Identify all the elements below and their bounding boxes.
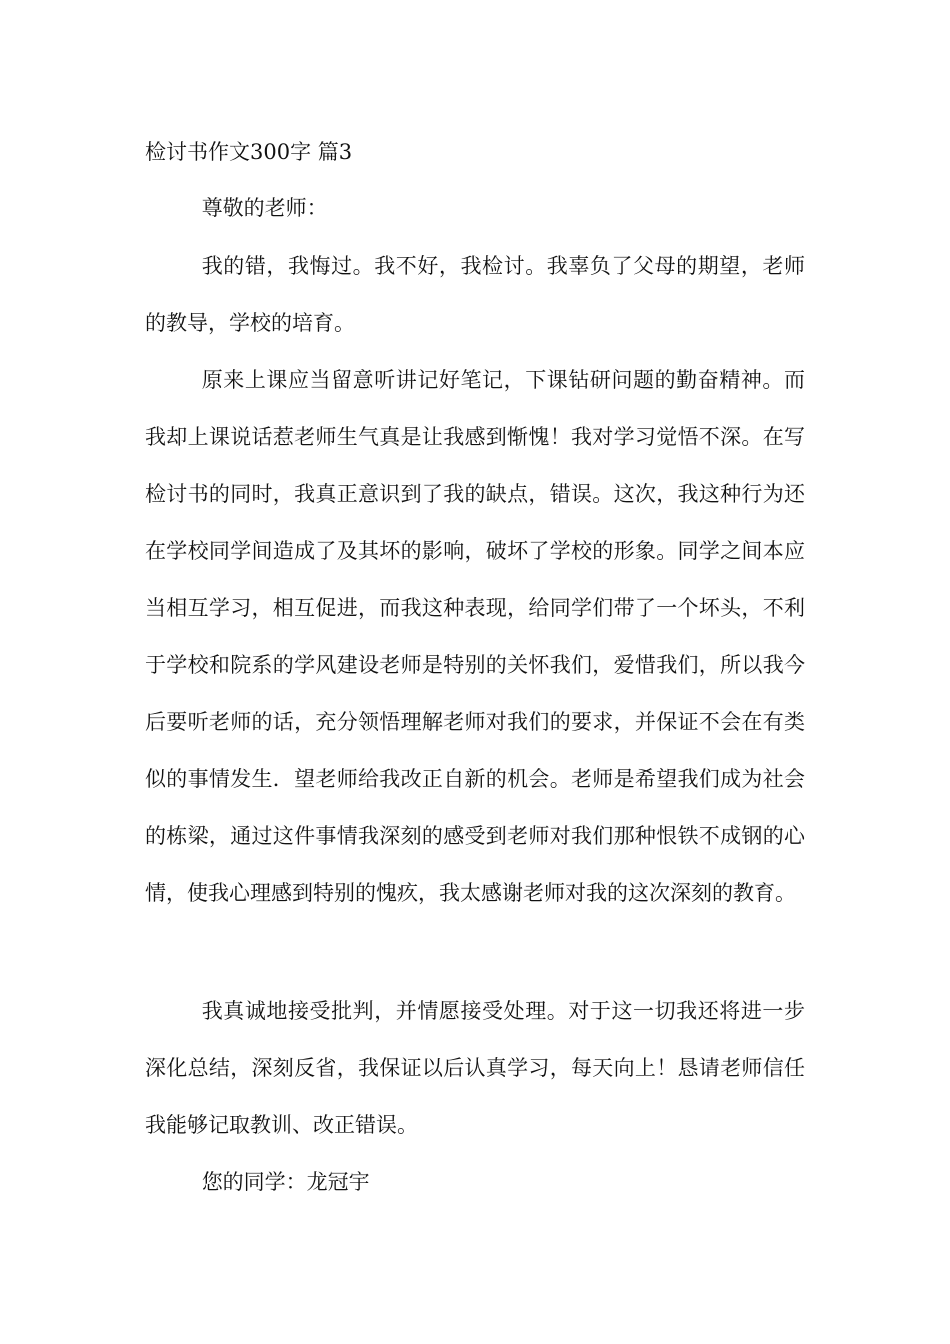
paragraph-2: 原来上课应当留意听讲记好笔记，下课钻研问题的勤奋精神。而我却上课说话惹老师生气真是让我感到惭愧！我对学习觉悟不深。在写检讨书的同时，我真正意识到了我的缺点，错误。这次，我这种行为还在学校同学间造成了及其坏的影响，破坏了学校的形象。同学之间本应当相互学习，相互促进，而我这种表现，给同学们带了一个坏头，不利于学校和院系的学风建设老师是特别的关怀我们，爱惜我们，所以我今后要听老师的话，充分领悟理解老师对我们的要求，并保证不会在有类似的事情发生．望老师给我改正自新的机会。老师是希望我们成为社会的栋梁，通过这件事情我深刻的感受到老师对我们那种恨铁不成钢的心情，使我心理感到特别的愧疚，我太感谢老师对我的这次深刻的教育。 bbox=[145, 368, 805, 905]
signature: 您的同学：龙冠宇 bbox=[201, 1170, 370, 1194]
paragraph-1: 我的错，我悔过。我不好，我检讨。我辜负了父母的期望，老师的教导，学校的培育。 bbox=[145, 254, 805, 335]
paragraph-3: 我真诚地接受批判，并情愿接受处理。对于这一切我还将进一步深化总结，深刻反省，我保证以后认真学习，每天向上！恳请老师信任我能够记取教训、改正错误。 bbox=[145, 999, 805, 1137]
document-title: 检讨书作文300字 篇3 bbox=[145, 140, 353, 164]
greeting: 尊敬的老师： bbox=[201, 196, 328, 220]
